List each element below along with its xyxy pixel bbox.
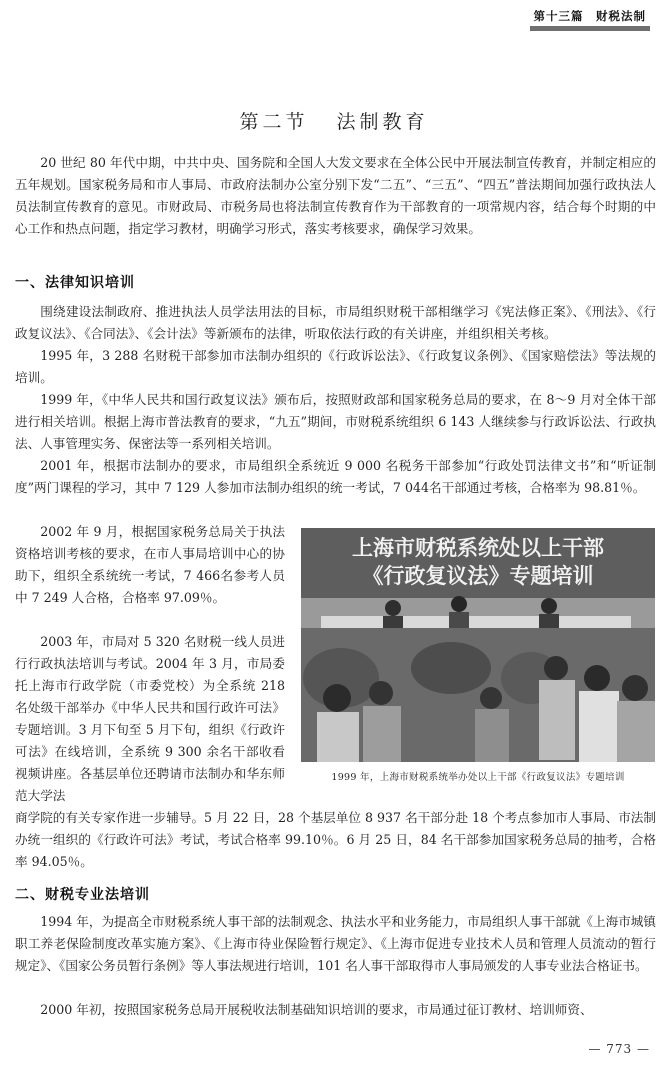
heading-legal-knowledge: 一、法律知识培训 bbox=[15, 275, 135, 291]
page-number: — 773 — bbox=[588, 1042, 650, 1056]
paragraph-2003: 2003 年，市局对 5 320 名财税一线人员进行行政执法培训与考试。2004 年 3 月，市局委托上海市行政学院（市委党校）为全系统 218 名处级干部举办《中华人民共和国行政许可法》专题培训。3 月下旬至 5 月下旬，组织《行政许可法》在线培训，全系统 9 300 余名干部收看视频讲座。各基层单位还聘请市法制办和华东师范大学法 bbox=[15, 634, 285, 803]
paragraph-1995: 1995 年，3 288 名财税干部参加市法制办组织的《行政诉讼法》、《行政复议条例》、《国家赔偿法》等法规的培训。 bbox=[15, 348, 656, 385]
paragraph-2000: 2000 年初，按照国家税务总局开展税收法制基础知识培训的要求，市局通过征订教材、培训师资、 bbox=[40, 1002, 593, 1017]
header-rule bbox=[530, 26, 650, 31]
running-header-text: 第十三篇 财税法制 bbox=[533, 9, 646, 23]
paragraph-1994: 1994 年，为提高全市财税系统人事干部的法制观念、执法水平和业务能力，市局组织人事干部就《上海市城镇职工养老保险制度改革实施方案》、《上海市待业保险暂行规定》、《上海市促进专业技术人员和管理人员流动的暂行规定》、《国家公务员暂行条例》等人事法规进行培训，101 名人事干部取得市人事局颁发的人事专业法合格证书。 bbox=[15, 914, 656, 973]
banner-line-2: 《行政复议法》专题培训 bbox=[362, 564, 594, 588]
section-name: 法制教育 bbox=[336, 111, 429, 133]
paragraph-2002: 2002 年 9 月，根据国家税务总局关于执法资格培训考核的要求，在市人事局培训中心的协助下，组织全系统统一考试，7 466名参考人员中 7 249 人合格，合格率 97.09％。 bbox=[15, 524, 285, 605]
paragraph-2004-continued: 商学院的有关专家作进一步辅导。5 月 22 日，28 个基层单位 8 937 名干部分赴 18 个考点参加市人事局、市法制办统一组织的《行政许可法》考试，考试合格率 99.10％。6 月 25 日，84 名干部参加国家税务总局的抽考，合格率 94.05％。 bbox=[15, 810, 656, 869]
running-header bbox=[0, 0, 668, 28]
banner-line-1: 上海市财税系统处以上干部 bbox=[352, 536, 604, 560]
section-title bbox=[0, 107, 668, 134]
photo-caption: 1999 年，上海市财税系统举办处以上干部《行政复议法》专题培训 bbox=[331, 772, 625, 783]
intro-paragraph: 20 世纪 80 年代中期，中共中央、国务院和全国人大发文要求在全体公民中开展法制宣传教育，并制定相应的五年规划。国家税务局和市人事局、市政府法制办公室分别下发“二五”、“三五”、“四五”普法期间加强行政执法人员法制宣传教育的意见。市财政局、市税务局也将法制宣传教育作为干部教育的一项常规内容，结合每个时期的中心工作和热点问题，指定学习教材，明确学习形式，落实考核要求，确保学习效果。 bbox=[15, 155, 656, 236]
paragraph-1999: 1999 年，《中华人民共和国行政复议法》颁布后，按照财政部和国家税务总局的要求，在 8～9 月对全体干部进行相关培训。根据上海市普法教育的要求，“九五”期间，市财税系统组织 6 143 人继续参与行政诉讼法、行政执法、人事管理实务、保密法等一系列相关培训。 bbox=[15, 392, 656, 451]
paragraph-2001: 2001 年，根据市法制办的要求，市局组织全系统近 9 000 名税务干部参加“行政处罚法律文书”和“听证制度”两门课程的学习，其中 7 129 人参加市法制办组织的统一考试，7 044名干部通过考核，合格率为 98.81％。 bbox=[15, 458, 656, 495]
paragraph-laws-study: 围绕建设法制政府、推进执法人员学法用法的目标，市局组织财税干部相继学习《宪法修正案》、《刑法》、《行政复议法》、《合同法》、《会计法》等新颁布的法律，听取依法行政的有关讲座，并组织相关考核。 bbox=[15, 304, 656, 341]
section-number: 第二节 bbox=[239, 111, 309, 133]
training-photo bbox=[301, 528, 655, 762]
heading-professional-law: 二、财税专业法培训 bbox=[15, 887, 150, 903]
